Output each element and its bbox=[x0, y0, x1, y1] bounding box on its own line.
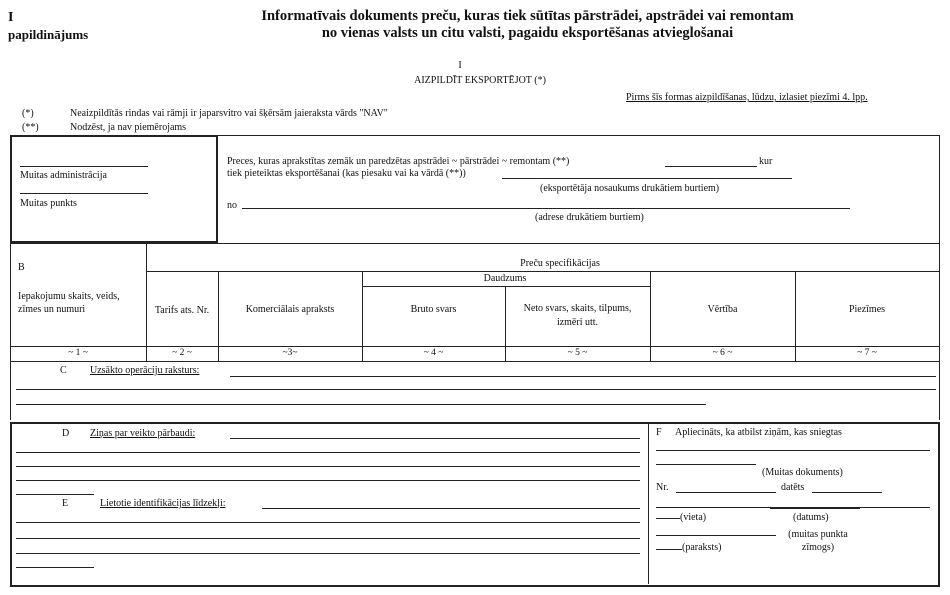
section-e-letter: E bbox=[62, 498, 69, 509]
tariff-header: Tarifs ats. Nr. bbox=[154, 305, 210, 316]
dated-field[interactable] bbox=[812, 492, 882, 493]
col-number-divider bbox=[10, 346, 940, 347]
section-d-letter: D bbox=[62, 428, 70, 439]
exporter-address-field[interactable] bbox=[242, 208, 850, 209]
spec-header-divider bbox=[146, 271, 940, 272]
place-field[interactable] bbox=[656, 518, 680, 519]
page-title-line2: no vienas valsts un citu valsti, pagaidu eksportēšanas atvieglošanai bbox=[321, 25, 734, 41]
dated-label: datēts bbox=[781, 482, 805, 493]
annex-label: papildinājums bbox=[8, 27, 89, 42]
section-b-letter: B bbox=[18, 262, 25, 273]
goods-no-label: no bbox=[227, 200, 237, 211]
section-d-field-4[interactable] bbox=[16, 480, 640, 481]
section-c-letter: C bbox=[60, 365, 67, 376]
footnote-text-2: Nodzēst, ja nav piemērojams bbox=[70, 122, 187, 133]
goods-text-line1: Preces, kuras aprakstītas zemāk un paredzētas apstrādei ~ pārstrādei ~ remontam (**) bbox=[227, 156, 570, 167]
footnote-mark-1: (*) bbox=[22, 108, 34, 119]
section-e-field-4[interactable] bbox=[16, 553, 640, 554]
form-border-right bbox=[939, 135, 940, 420]
goods-kur: kur bbox=[759, 156, 773, 167]
page-title-line1: Informatīvais dokuments preču, kuras tiek sūtītas pārstrādei, apstrādei vai remontam bbox=[261, 8, 794, 24]
col-number-6: ~ 6 ~ bbox=[712, 348, 733, 358]
section-f-letter: F bbox=[656, 427, 662, 438]
section-c-field-2[interactable] bbox=[16, 389, 936, 390]
exporter-address-caption: (adrese drukātiem burtiem) bbox=[535, 212, 644, 223]
col-number-4: ~ 4 ~ bbox=[423, 348, 444, 358]
stamp-caption: (muitas punkta zīmogs) bbox=[788, 529, 848, 553]
table-bottom-border bbox=[10, 361, 940, 362]
quantity-header: Daudzums bbox=[483, 273, 527, 284]
section-e-field-2[interactable] bbox=[16, 522, 640, 523]
date-field[interactable] bbox=[770, 508, 860, 509]
section-c-field-3[interactable] bbox=[16, 404, 706, 405]
goods-purpose-field[interactable] bbox=[665, 166, 757, 167]
col-number-5: ~ 5 ~ bbox=[567, 348, 588, 358]
section-c-field-1[interactable] bbox=[230, 376, 936, 377]
footnote-text-1: Neaizpildītās rindas vai rāmji ir japarsvitro vai šķērsām jaieraksta vārds "NAV" bbox=[70, 108, 388, 119]
customs-doc-field[interactable] bbox=[656, 464, 756, 465]
exporter-name-caption: (eksportētāja nosaukums drukātiem burtiem) bbox=[540, 183, 720, 194]
section-d-field-5[interactable] bbox=[16, 494, 94, 495]
commercial-header: Komerciālais apraksts bbox=[245, 304, 335, 315]
col-number-3: ~3~ bbox=[282, 348, 298, 358]
col-number-1: ~ 1 ~ bbox=[68, 348, 88, 358]
customs-point-line[interactable] bbox=[20, 193, 148, 194]
section-f-field-1[interactable] bbox=[656, 450, 930, 451]
exporter-name-field[interactable] bbox=[502, 178, 792, 179]
section-c-title: Uzsākto operāciju raksturs: bbox=[90, 365, 200, 376]
section-d-field-3[interactable] bbox=[16, 466, 640, 467]
customs-admin-line[interactable] bbox=[20, 166, 148, 167]
annex-number: I bbox=[8, 10, 14, 25]
quantity-divider bbox=[362, 286, 650, 287]
section-d-field-2[interactable] bbox=[16, 452, 640, 453]
section-e-field-3[interactable] bbox=[16, 538, 640, 539]
nr-label: Nr. bbox=[656, 482, 669, 493]
notice-text: Pirms šīs formas aizpildīšanas, lūdzu, izlasiet piezīmi 4. lpp. bbox=[626, 92, 868, 103]
part-number: I bbox=[458, 60, 462, 71]
col-number-7: ~ 7 ~ bbox=[857, 348, 877, 358]
table-top-border bbox=[10, 243, 940, 244]
stamp-field[interactable] bbox=[656, 535, 776, 536]
date-caption: (datums) bbox=[793, 512, 829, 523]
footnote-mark-2: (**) bbox=[22, 122, 39, 133]
table-col-divider-1 bbox=[146, 243, 147, 361]
section-d-field-1[interactable] bbox=[230, 438, 640, 439]
verification-divider bbox=[648, 424, 649, 584]
signature-field[interactable] bbox=[656, 549, 682, 550]
value-header: Vērtība bbox=[707, 304, 738, 315]
part-heading: AIZPILDĪT EKSPORTĒJOT (*) bbox=[414, 75, 546, 86]
section-d-title: Ziņas par veikto pārbaudi: bbox=[90, 428, 196, 439]
nr-field[interactable] bbox=[676, 492, 776, 493]
customs-point-label: Muitas punkts bbox=[20, 198, 77, 209]
place-caption: (vieta) bbox=[680, 512, 707, 523]
section-f-title: Apliecināts, ka atbilst ziņām, kas sniegtas bbox=[675, 427, 842, 438]
customs-admin-label: Muitas administrācija bbox=[20, 170, 107, 181]
customs-doc-caption: (Muitas dokuments) bbox=[762, 467, 843, 478]
section-e-field-1[interactable] bbox=[262, 508, 640, 509]
section-e-title: Lietotie identifikācijas līdzekļi: bbox=[100, 498, 226, 509]
signature-caption: (paraksts) bbox=[682, 542, 722, 553]
goods-text-line2: tiek pieteiktas eksportēšanai (kas piesaku vai ka vārdā (**)) bbox=[227, 168, 466, 179]
packages-header: Iepakojumu skaits, veids, zīmes un numuri bbox=[18, 291, 120, 315]
net-header: Neto svars, skaits, tilpums, izmēri utt. bbox=[523, 303, 632, 328]
section-e-field-5[interactable] bbox=[16, 567, 94, 568]
col-number-2: ~ 2 ~ bbox=[172, 348, 192, 358]
gross-header: Bruto svars bbox=[410, 304, 457, 315]
customs-box bbox=[10, 135, 218, 243]
spec-header: Preču specifikācijas bbox=[520, 258, 600, 269]
notes-header: Piezīmes bbox=[848, 304, 886, 315]
